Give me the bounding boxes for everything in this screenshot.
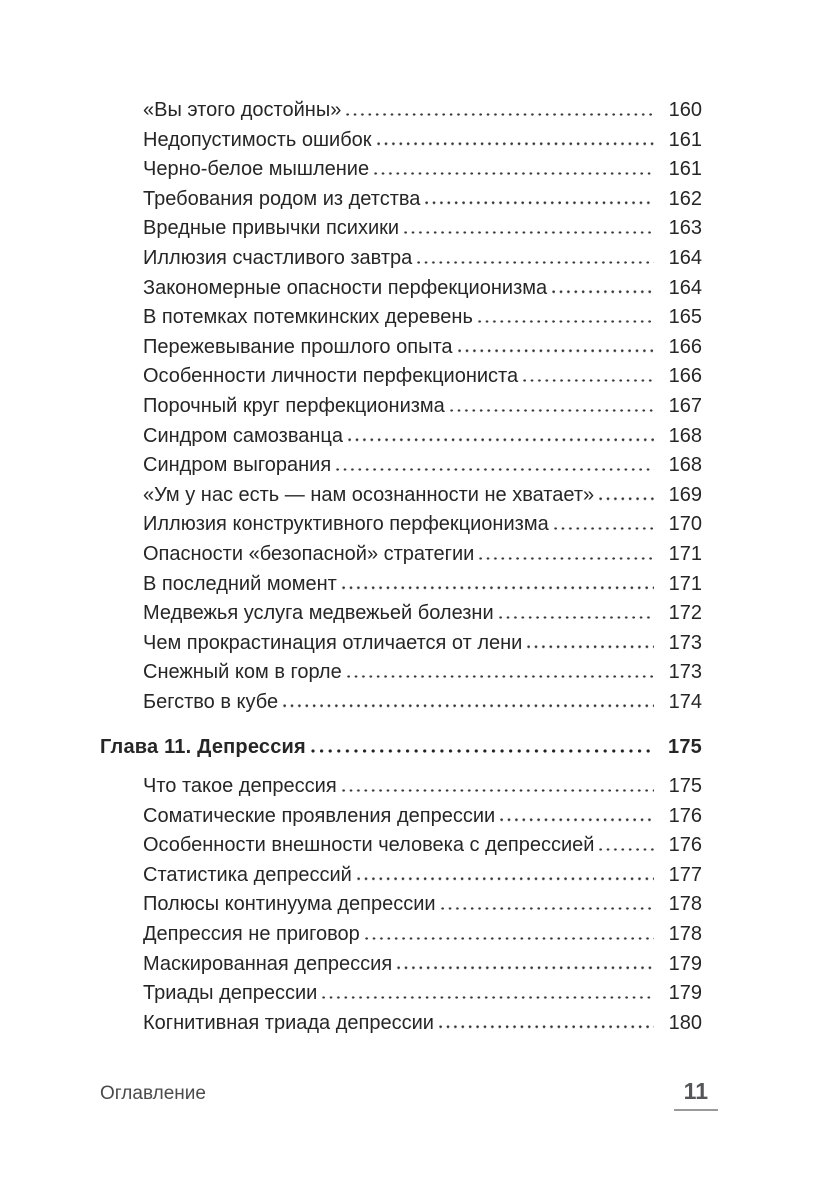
toc-entry-title: Триады депрессии <box>143 982 318 1005</box>
toc-entry-title: Порочный круг перфекционизма <box>143 394 445 417</box>
toc-entry <box>100 392 702 422</box>
toc-entry-page: 164 <box>668 246 702 269</box>
toc-entry-page: 169 <box>668 483 702 506</box>
toc-entry-page: 160 <box>668 99 702 121</box>
toc-entry <box>100 831 702 861</box>
leader-dots <box>599 497 654 500</box>
toc-entry-title: Особенности личности перфекциониста <box>143 365 519 388</box>
toc-entry <box>100 658 702 688</box>
toc-entry <box>100 772 702 802</box>
toc-entry <box>100 303 702 333</box>
leader-dots <box>377 142 654 145</box>
toc-entry-title: Вредные привычки психики <box>143 217 400 240</box>
leader-dots <box>342 586 654 589</box>
toc-entry-title: «Вы этого достойны» <box>143 99 342 121</box>
leader-dots <box>552 290 654 293</box>
toc-entry-title: Иллюзия конструктивного перфекционизма <box>143 513 549 536</box>
toc-chapter-heading-page: 175 <box>668 736 702 759</box>
toc-entry-page: 176 <box>668 804 702 827</box>
leader-dots <box>527 645 654 648</box>
toc-entry-page: 176 <box>668 834 702 857</box>
toc-entry <box>100 629 702 659</box>
leader-dots <box>322 996 654 999</box>
leader-dots <box>311 749 654 753</box>
toc-entry-page: 179 <box>668 952 702 975</box>
leader-dots <box>342 789 654 792</box>
toc-entry-title: Бегство в кубе <box>143 690 279 713</box>
toc-entry-title: Что такое депрессия <box>143 775 337 798</box>
toc-entry-title: Соматические проявления депрессии <box>143 804 496 827</box>
toc-entry <box>100 599 702 629</box>
toc-entry <box>100 333 702 363</box>
leader-dots <box>499 616 654 619</box>
leader-dots <box>599 848 654 851</box>
leader-dots <box>417 261 654 264</box>
toc-entry-page: 173 <box>668 631 702 654</box>
toc-entry-page: 161 <box>668 128 702 151</box>
toc-entry <box>100 481 702 511</box>
leader-dots <box>425 201 654 204</box>
toc-list <box>100 96 702 1038</box>
toc-entry <box>100 920 702 950</box>
toc-entry-page: 172 <box>668 602 702 625</box>
toc-entry-page: 177 <box>668 863 702 886</box>
toc-entry <box>100 451 702 481</box>
toc-entry-page: 168 <box>668 454 702 477</box>
leader-dots <box>441 907 654 910</box>
toc-entry-page: 162 <box>668 187 702 210</box>
toc-entry-page: 170 <box>668 513 702 536</box>
toc-entry-page: 175 <box>668 775 702 798</box>
leader-dots <box>357 877 654 880</box>
toc-entry-page: 178 <box>668 923 702 946</box>
toc-entry <box>100 570 702 600</box>
leader-dots <box>554 527 654 530</box>
toc-entry <box>100 185 702 215</box>
toc-entry-title: Снежный ком в горле <box>143 661 342 684</box>
toc-entry-page: 173 <box>668 661 702 684</box>
leader-dots <box>336 468 654 471</box>
footer-page-number: 11 <box>674 1078 718 1111</box>
toc-entry <box>100 214 702 244</box>
leader-dots <box>479 557 654 560</box>
footer-section-label: Оглавление <box>100 1083 206 1104</box>
toc-entry <box>100 802 702 832</box>
leader-dots <box>397 966 654 969</box>
toc-entry-title: Когнитивная триада депрессии <box>143 1011 434 1034</box>
toc-entry-title: Опасности «безопасной» стратегии <box>143 542 475 565</box>
toc-entry-page: 180 <box>668 1011 702 1034</box>
toc-entry-page: 163 <box>668 217 702 240</box>
leader-dots <box>439 1025 654 1028</box>
toc-entry-title: Иллюзия счастливого завтра <box>143 246 413 269</box>
toc-entry-title: Черно-белое мышление <box>143 158 370 181</box>
toc-entry-title: В потемках потемкинских деревень <box>143 306 473 329</box>
toc-entry-page: 166 <box>668 365 702 388</box>
leader-dots <box>365 937 654 940</box>
toc-entry <box>100 950 702 980</box>
leader-dots <box>523 379 654 382</box>
toc-entry <box>100 861 702 891</box>
toc-entry-page: 179 <box>668 982 702 1005</box>
toc-entry <box>100 422 702 452</box>
toc-entry-page: 164 <box>668 276 702 299</box>
leader-dots <box>450 409 654 412</box>
leader-dots <box>346 113 654 116</box>
toc-entry-title: Пережевывание прошлого опыта <box>143 335 453 358</box>
toc-entry-title: В последний момент <box>143 572 337 595</box>
toc-entry-page: 166 <box>668 335 702 358</box>
leader-dots <box>347 675 654 678</box>
toc-entry-page: 174 <box>668 690 702 713</box>
toc-entry <box>100 244 702 274</box>
toc-entry-page: 167 <box>668 394 702 417</box>
toc-entry <box>100 362 702 392</box>
toc-entry <box>100 96 702 126</box>
toc-entry-page: 171 <box>668 542 702 565</box>
toc-entry-title: Чем прокрастинация отличается от лени <box>143 631 523 654</box>
page-footer <box>100 1078 718 1111</box>
toc-entry-title: Синдром самозванца <box>143 424 343 447</box>
toc-entry-title: Особенности внешности человека с депрессией <box>143 834 595 857</box>
toc-entry-title: Статистика депрессий <box>143 863 352 886</box>
leader-dots <box>374 172 654 175</box>
leader-dots <box>348 438 654 441</box>
toc-entry-title: Требования родом из детства <box>143 187 421 210</box>
toc-entry <box>100 1009 702 1039</box>
toc-entry <box>100 540 702 570</box>
toc-entry-title: Недопустимость ошибок <box>143 128 372 151</box>
toc-entry-title: Депрессия не приговор <box>143 923 360 946</box>
toc-entry-page: 168 <box>668 424 702 447</box>
toc-entry-title: Медвежья услуга медвежьей болезни <box>143 602 494 625</box>
toc-entry-title: «Ум у нас есть — нам осознанности не хватает» <box>143 483 595 506</box>
toc-entry <box>100 890 702 920</box>
leader-dots <box>478 320 654 323</box>
toc-chapter-heading-title: Глава 11. Депрессия <box>100 736 306 759</box>
toc-entry-title: Синдром выгорания <box>143 454 332 477</box>
toc-chapter-heading <box>100 733 702 763</box>
leader-dots <box>283 704 654 707</box>
toc-entry-title: Маскированная депрессия <box>143 952 393 975</box>
leader-dots <box>458 349 654 352</box>
toc-entry-title: Полюсы континуума депрессии <box>143 893 436 916</box>
toc-entry <box>100 126 702 156</box>
toc-entry-page: 161 <box>668 158 702 181</box>
leader-dots <box>404 231 654 234</box>
toc-entry-page: 178 <box>668 893 702 916</box>
toc-entry-page: 165 <box>668 306 702 329</box>
toc-entry-title: Закономерные опасности перфекционизма <box>143 276 548 299</box>
toc-entry-page: 171 <box>668 572 702 595</box>
toc-entry <box>100 155 702 185</box>
toc-entry <box>100 274 702 304</box>
toc-entry <box>100 688 702 718</box>
toc-entry <box>100 510 702 540</box>
leader-dots <box>500 818 654 821</box>
toc-entry <box>100 979 702 1009</box>
